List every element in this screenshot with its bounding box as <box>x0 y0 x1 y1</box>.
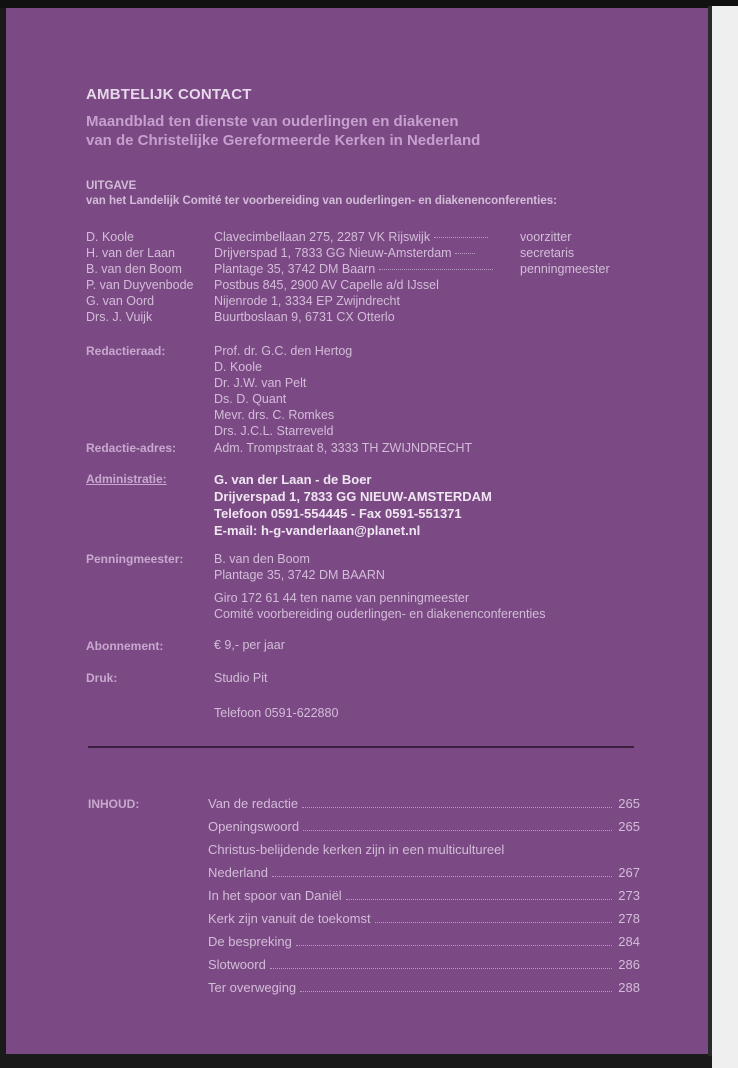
committee-name: P. van Duyvenbode <box>86 278 194 292</box>
redactieraad-member: Ds. D. Quant <box>214 392 287 406</box>
committee-address: Drijverspad 1, 7833 GG Nieuw-Amsterdam <box>214 246 475 260</box>
redactieraad-member: Prof. dr. G.C. den Hertog <box>214 344 353 358</box>
toc-title: In het spoor van Daniël <box>208 888 342 903</box>
redactieraad-member: Dr. J.W. van Pelt <box>214 376 307 390</box>
redactie-adres-label: Redactie-adres: <box>86 441 177 455</box>
toc-leader <box>303 830 612 831</box>
uitgave-label: UITGAVE <box>86 180 137 192</box>
committee-name: D. Koole <box>86 230 134 244</box>
committee-address: Clavecimbellaan 275, 2287 VK Rijswijk <box>214 230 488 244</box>
toc-item[interactable] <box>208 911 640 931</box>
cover-page <box>6 8 708 1054</box>
committee-role: secretaris <box>520 246 575 260</box>
committee-name: G. van Oord <box>86 294 155 308</box>
toc-item[interactable] <box>208 957 640 977</box>
committee-address: Nijenrode 1, 3334 EP Zwijndrecht <box>214 294 400 308</box>
committee-address: Plantage 35, 3742 DM Baarn <box>214 262 493 276</box>
toc-title: Kerk zijn vanuit de toekomst <box>208 911 371 926</box>
abonnement-label: Abonnement: <box>86 639 164 653</box>
administratie-label: Administratie: <box>86 472 167 486</box>
toc-page: 267 <box>618 865 640 880</box>
toc-item[interactable] <box>208 980 640 1000</box>
toc-title: Nederland <box>208 865 268 880</box>
toc-title: Van de redactie <box>208 796 299 811</box>
administratie-line: Drijverspad 1, 7833 GG NIEUW-AMSTERDAM <box>214 489 492 504</box>
toc-leader <box>300 991 612 992</box>
redactieraad-member: Drs. J.C.L. Starreveld <box>214 424 334 438</box>
magazine-title: AMBTELIJK CONTACT <box>86 86 252 103</box>
toc-title: De bespreking <box>208 934 292 949</box>
redactieraad-member: D. Koole <box>214 360 262 374</box>
committee-role: voorzitter <box>520 230 572 244</box>
toc-title: Slotwoord <box>208 957 266 972</box>
toc-page: 286 <box>618 957 640 972</box>
toc-title: Christus-belijdende kerken zijn in een multicultureel <box>208 842 505 857</box>
administratie-line: Telefoon 0591-554445 - Fax 0591-551371 <box>214 506 462 521</box>
scan-margin <box>712 6 738 1068</box>
giro-line: Giro 172 61 44 ten name van penningmeester <box>214 591 470 605</box>
publisher-line: van het Landelijk Comité ter voorbereiding van ouderlingen- en diakenenconferenties: <box>86 195 557 207</box>
committee-name: B. van den Boom <box>86 262 182 276</box>
druk-label: Druk: <box>86 671 118 685</box>
toc-item[interactable] <box>208 819 640 839</box>
toc-item[interactable] <box>208 888 640 908</box>
committee-address: Postbus 845, 2900 AV Capelle a/d IJssel <box>214 278 439 292</box>
administratie-line: G. van der Laan - de Boer <box>214 472 372 487</box>
toc-item[interactable] <box>208 934 640 954</box>
committee-name: Drs. J. Vuijk <box>86 310 153 324</box>
penningmeester-label: Penningmeester: <box>86 552 184 566</box>
subtitle-line-1: Maandblad ten dienste van ouderlingen en diakenen <box>86 113 459 130</box>
druk-phone: Telefoon 0591-622880 <box>214 706 339 720</box>
top-border <box>0 0 738 8</box>
penningmeester-line: Plantage 35, 3742 DM BAARN <box>214 568 385 582</box>
toc-page: 284 <box>618 934 640 949</box>
toc-leader <box>272 876 612 877</box>
toc-page: 288 <box>618 980 640 995</box>
toc-leader <box>302 807 612 808</box>
toc-page: 273 <box>618 888 640 903</box>
redactie-adres-value: Adm. Trompstraat 8, 3333 TH ZWIJNDRECHT <box>214 441 473 455</box>
redactieraad-member: Mevr. drs. C. Romkes <box>214 408 335 422</box>
abonnement-value: € 9,- per jaar <box>214 638 285 652</box>
administratie-email: E-mail: h-g-vanderlaan@planet.nl <box>214 523 421 538</box>
toc-leader <box>270 968 612 969</box>
toc-page: 265 <box>618 796 640 811</box>
toc-title: Openingswoord <box>208 819 300 834</box>
toc-leader <box>375 922 612 923</box>
committee-address: Buurtboslaan 9, 6731 CX Otterlo <box>214 310 395 324</box>
toc-leader <box>296 945 612 946</box>
druk-value: Studio Pit <box>214 671 268 685</box>
toc-item[interactable] <box>208 796 640 816</box>
giro-line: Comité voorbereiding ouderlingen- en diakenenconferenties <box>214 607 546 621</box>
penningmeester-line: B. van den Boom <box>214 552 310 566</box>
committee-role: penningmeester <box>520 262 610 276</box>
toc-item[interactable] <box>208 865 640 885</box>
toc-title: Ter overweging <box>208 980 297 995</box>
subtitle-line-2: van de Christelijke Gereformeerde Kerken in Nederland <box>86 132 481 149</box>
toc-page: 278 <box>618 911 640 926</box>
toc-leader <box>346 899 612 900</box>
inhoud-label: INHOUD: <box>88 797 140 811</box>
redactieraad-label: Redactieraad: <box>86 344 166 358</box>
toc-item[interactable] <box>208 842 640 862</box>
committee-name: H. van der Laan <box>86 246 175 260</box>
divider-line <box>88 746 634 748</box>
toc-page: 265 <box>618 819 640 834</box>
